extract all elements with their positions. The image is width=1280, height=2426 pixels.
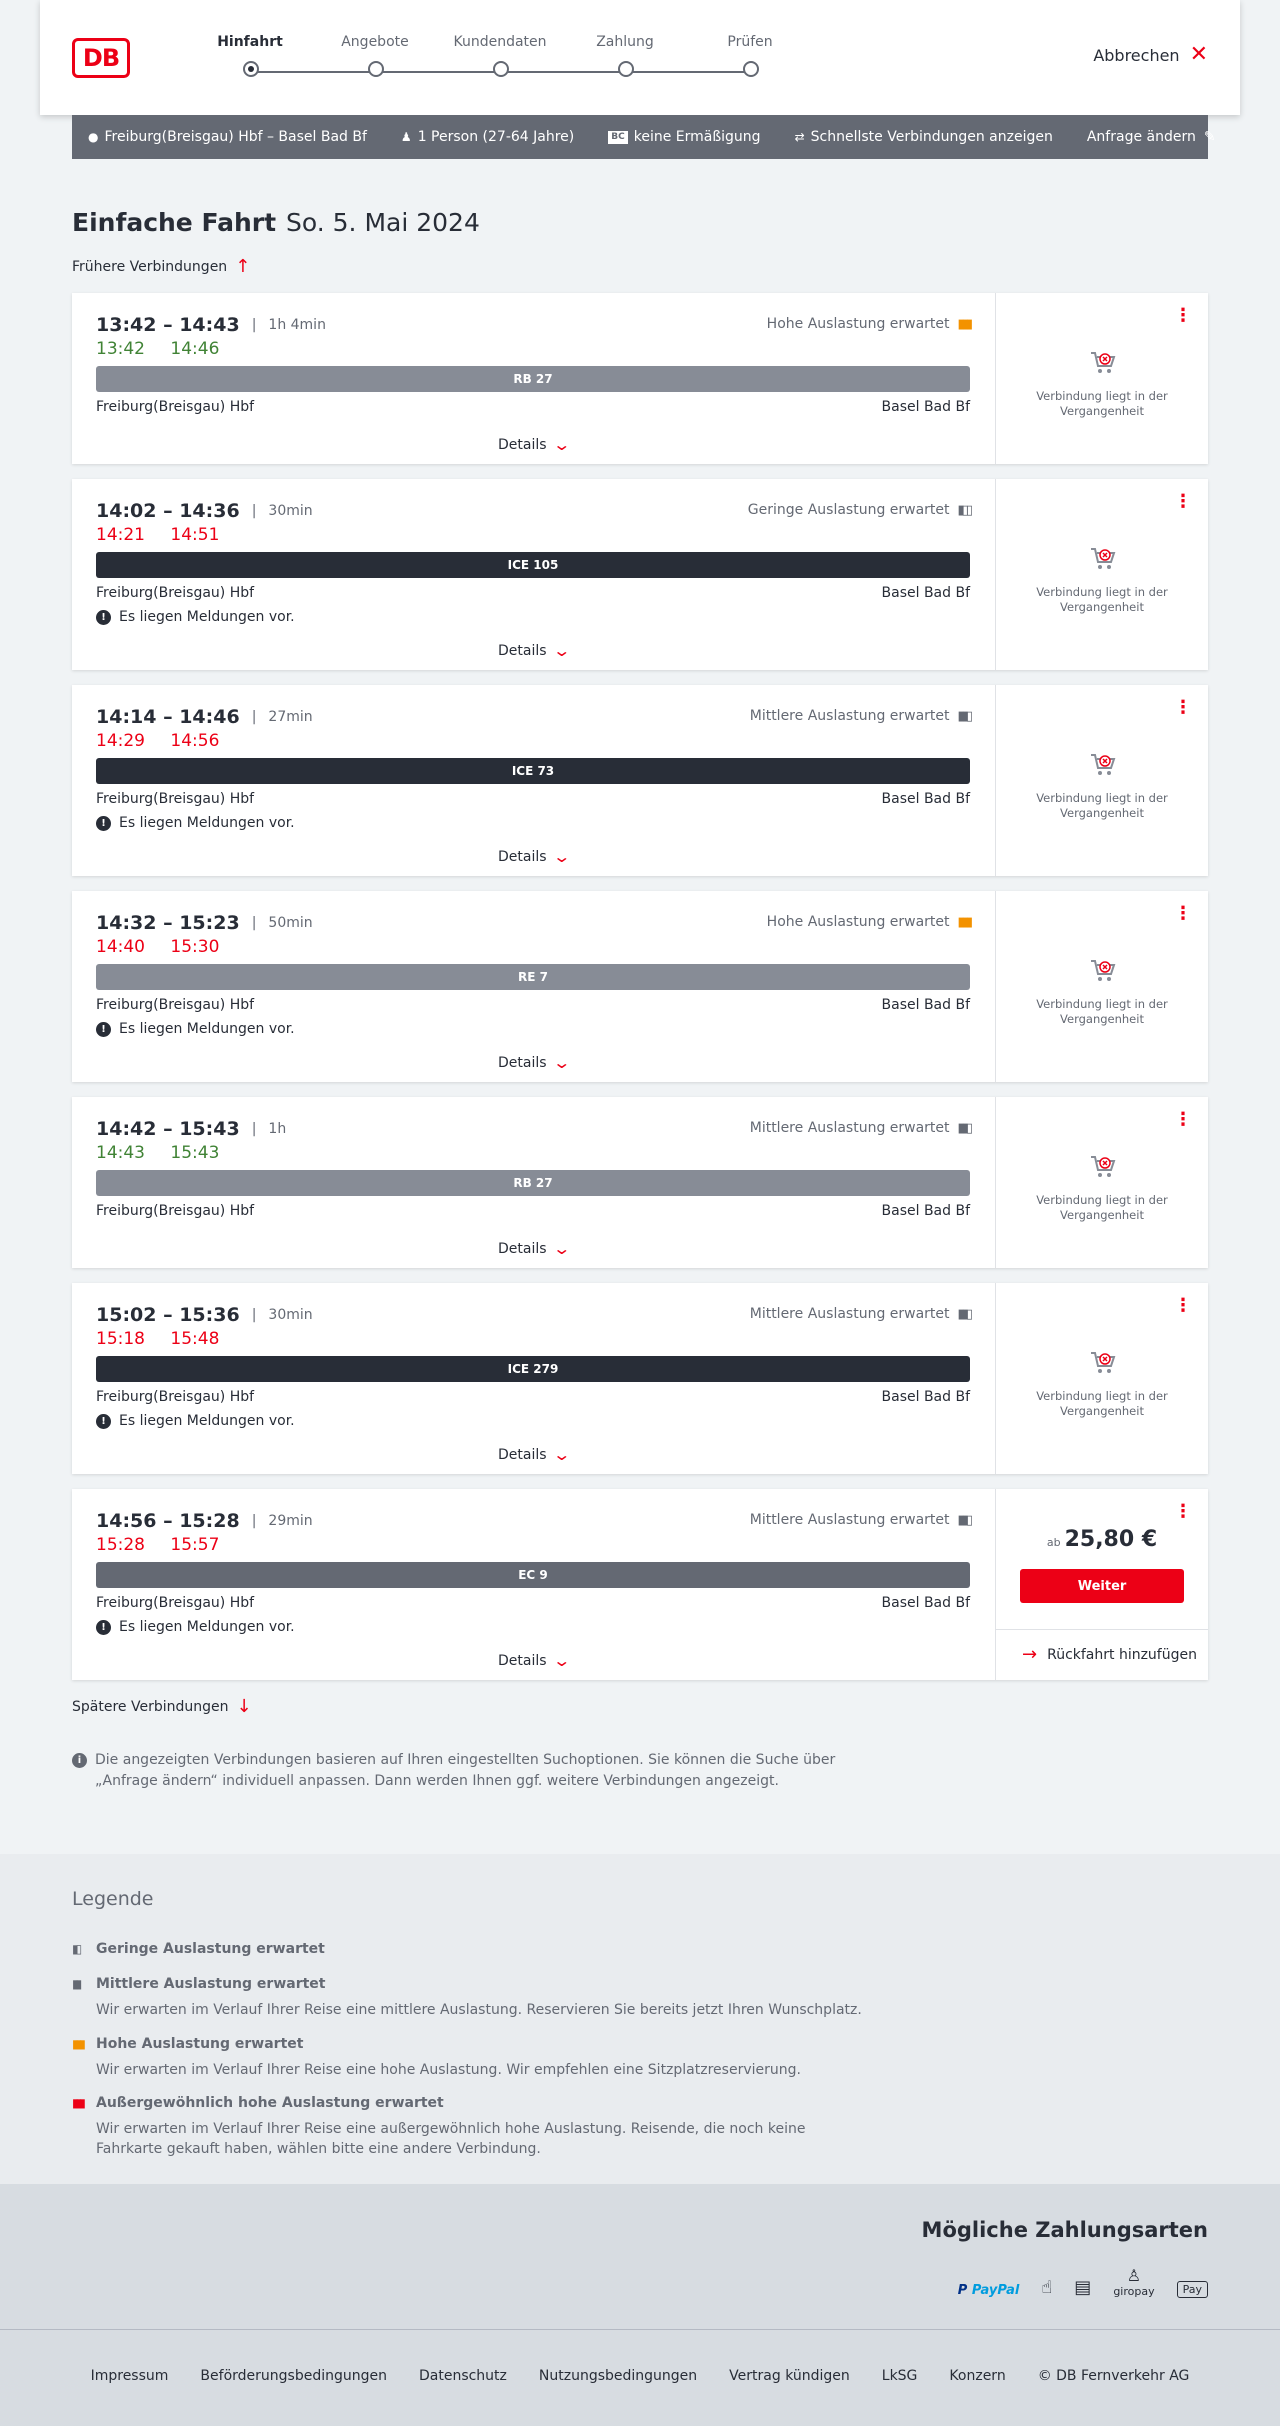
- giropay-label: giropay: [1113, 2285, 1155, 2298]
- step-label: Hinfahrt: [217, 34, 283, 50]
- alert-icon: !: [96, 816, 111, 831]
- planned-times: [96, 1304, 313, 1326]
- occupancy-low-icon: ▮▯: [72, 1942, 80, 1956]
- departure-station: Freiburg(Breisgau) Hbf: [96, 997, 255, 1013]
- sepa-debit-icon: ▤: [1074, 2277, 1092, 2298]
- occupancy-mid-icon: ▮▮: [72, 1977, 80, 1991]
- discount-text: keine Ermäßigung: [633, 129, 761, 145]
- giropay-icon: ♙ giropay: [1113, 2266, 1155, 2298]
- fastest-text: Schnellste Verbindungen anzeigen: [810, 129, 1053, 145]
- occupancy-info: [767, 316, 970, 332]
- legend-item-title: Hohe Auslastung erwartet: [96, 2036, 304, 2052]
- past-connection-text: Verbindung liegt in der Vergangenheit: [1036, 1389, 1168, 1418]
- alert-icon: !: [96, 1022, 111, 1037]
- occupancy-info: [750, 1120, 970, 1136]
- occupancy-info: [750, 1512, 970, 1528]
- footer-copyright: © DB Fernverkehr AG: [1037, 2368, 1190, 2384]
- separator: |: [251, 1121, 257, 1137]
- legend-item-desc: Wir erwarten im Verlauf Ihrer Reise eine außergewöhnlich hohe Auslastung. Reisende, die noch keine Fahrkarte gekauft haben, wählen bitte eine andere Verbindung.: [96, 2121, 806, 2157]
- past-connection-text: Verbindung liegt in der Vergangenheit: [1036, 585, 1168, 614]
- search-hint: [72, 1750, 852, 1792]
- paypal-pay: Pay: [971, 2283, 998, 2298]
- planned-time-range: 13:42 – 14:43: [96, 314, 240, 336]
- train-bar-ec-9[interactable]: EC 9: [96, 1562, 970, 1588]
- step-hinfahrt[interactable]: [200, 34, 300, 50]
- details-toggle[interactable]: [72, 1445, 994, 1464]
- duration: 1h: [268, 1121, 287, 1137]
- details-label: Details: [498, 848, 547, 865]
- cancel-button[interactable]: [1093, 44, 1208, 66]
- step-dot: [743, 61, 759, 77]
- separator: |: [251, 503, 257, 519]
- arrival-station: Basel Bad Bf: [881, 1203, 970, 1219]
- notice-text: Es liegen Meldungen vor.: [119, 1619, 295, 1635]
- notice: [96, 1619, 295, 1635]
- occupancy-text: Hohe Auslastung erwartet: [766, 316, 950, 332]
- realtime-arrival: 14:51: [170, 525, 220, 545]
- past-connection-info: [996, 1151, 1208, 1223]
- credit-card-icon: ☝: [1041, 2277, 1053, 2298]
- apple-pay-label: Pay: [1182, 2283, 1202, 2296]
- notice-text: Es liegen Meldungen vor.: [119, 1021, 295, 1037]
- occupancy-icon: ▮▮▯: [957, 1512, 970, 1528]
- chevron-down-icon: ⌄: [551, 641, 571, 660]
- planned-times: [96, 500, 313, 522]
- details-toggle[interactable]: [72, 641, 994, 660]
- realtime-departure: 14:21: [96, 525, 145, 545]
- stations: [96, 585, 970, 601]
- occupancy-icon: ▮▮▯: [957, 708, 970, 724]
- connection-card-2: [72, 479, 1208, 670]
- legend-item-desc: Wir erwarten im Verlauf Ihrer Reise eine mittlere Auslastung. Reservieren Sie bereits jetzt Ihren Wunschplatz.: [96, 2002, 862, 2018]
- realtime-times: [96, 1535, 239, 1555]
- planned-times: [96, 1118, 286, 1140]
- pencil-icon: ✎: [1203, 129, 1216, 145]
- trip-type: Einfache Fahrt: [72, 208, 277, 237]
- planned-time-range: 14:14 – 14:46: [96, 706, 240, 728]
- planned-time-range: 14:02 – 14:36: [96, 500, 240, 522]
- legend-item-very-high: [72, 2095, 872, 2159]
- realtime-departure: 14:40: [96, 937, 145, 957]
- stations: [96, 399, 970, 415]
- realtime-arrival: 14:46: [170, 339, 220, 359]
- details-label: Details: [498, 1240, 547, 1257]
- departure-station: Freiburg(Breisgau) Hbf: [96, 1389, 255, 1405]
- payment-icons: [958, 2266, 1208, 2298]
- step-dot: [493, 61, 509, 77]
- fastest-summary: [795, 129, 1053, 145]
- passenger-summary: [401, 129, 574, 145]
- occupancy-text: Mittlere Auslastung erwartet: [749, 708, 950, 724]
- realtime-times: [96, 731, 239, 751]
- step-label: Prüfen: [727, 34, 773, 50]
- past-connection-info: [996, 543, 1208, 615]
- legend-section: [0, 1854, 1280, 2184]
- location-pin-icon: ●: [88, 130, 99, 144]
- occupancy-info: [767, 914, 970, 930]
- close-icon: ✕: [1189, 42, 1208, 67]
- occupancy-text: Geringe Auslastung erwartet: [747, 502, 950, 518]
- more-options-icon[interactable]: ⋮: [1174, 697, 1192, 718]
- arrival-station: Basel Bad Bf: [881, 791, 970, 807]
- step-pruefen[interactable]: [700, 34, 800, 50]
- arrival-station: Basel Bad Bf: [881, 997, 970, 1013]
- connection-card-3: [72, 685, 1208, 876]
- departure-station: Freiburg(Breisgau) Hbf: [96, 1595, 255, 1611]
- offer-panel: [995, 1489, 1208, 1680]
- cart-unavailable-icon: [1087, 749, 1117, 779]
- passenger-text: 1 Person (27-64 Jahre): [417, 129, 575, 145]
- more-options-icon[interactable]: ⋮: [1174, 305, 1192, 326]
- train-bar-ice-279[interactable]: ICE 279: [96, 1356, 970, 1382]
- separator: |: [251, 709, 257, 725]
- occupancy-high-icon: ▮▮▮: [72, 2037, 83, 2051]
- planned-times: [96, 912, 313, 934]
- departure-station: Freiburg(Breisgau) Hbf: [96, 399, 255, 415]
- price: [996, 1527, 1208, 1552]
- footer-link-datenschutz[interactable]: Datenschutz: [418, 2368, 507, 2384]
- planned-time-range: 14:56 – 15:28: [96, 1510, 240, 1532]
- notice: [96, 1413, 295, 1429]
- search-summary-bar: [72, 115, 1216, 159]
- planned-times: [96, 314, 326, 336]
- occupancy-very-high-icon: ▮▮▮: [72, 2096, 83, 2110]
- realtime-times: [96, 1143, 239, 1163]
- details-toggle[interactable]: [72, 1651, 994, 1670]
- details-toggle[interactable]: [72, 1053, 994, 1072]
- add-return-trip-button[interactable]: [996, 1629, 1208, 1680]
- separator: |: [251, 1307, 257, 1323]
- step-angebote[interactable]: [325, 34, 425, 50]
- more-options-icon[interactable]: ⋮: [1174, 1501, 1192, 1522]
- occupancy-info: [750, 1306, 970, 1322]
- progress-stepper: [210, 34, 790, 84]
- planned-time-range: 15:02 – 15:36: [96, 1304, 240, 1326]
- checkout-header: [40, 0, 1240, 115]
- notice: [96, 609, 295, 625]
- step-zahlung[interactable]: [575, 34, 675, 50]
- payment-methods-title: Mögliche Zahlungsarten: [921, 2218, 1208, 2242]
- offer-panel: [995, 293, 1208, 464]
- step-label: Angebote: [341, 34, 409, 50]
- cart-unavailable-icon: [1087, 543, 1117, 573]
- offer-panel: [995, 1283, 1208, 1474]
- arrow-right-icon: →: [1022, 1644, 1038, 1665]
- past-connection-info: [996, 955, 1208, 1027]
- connection-card-6: [72, 1283, 1208, 1474]
- notice-text: Es liegen Meldungen vor.: [119, 815, 295, 831]
- legend-item-mid: [72, 1976, 872, 2020]
- legend-item-title: Mittlere Auslastung erwartet: [96, 1976, 326, 1992]
- notice-text: Es liegen Meldungen vor.: [119, 609, 295, 625]
- cancel-label: Abbrechen: [1093, 45, 1180, 65]
- trip-date: So. 5. Mai 2024: [286, 208, 480, 237]
- legend-item-desc: Wir erwarten im Verlauf Ihrer Reise eine hohe Auslastung. Wir empfehlen eine Sitzplatzreservierung.: [96, 2062, 801, 2078]
- later-connections-link[interactable]: [72, 1698, 252, 1716]
- legend-item-high: [72, 2036, 872, 2080]
- notice-text: Es liegen Meldungen vor.: [119, 1413, 295, 1429]
- legend-item-low: [72, 1941, 872, 1957]
- duration: 30min: [268, 503, 313, 519]
- occupancy-icon: ▮▮▮: [957, 914, 970, 930]
- realtime-times: [96, 937, 239, 957]
- continue-button[interactable]: Weiter: [1020, 1569, 1184, 1603]
- chevron-down-icon: ⌄: [551, 1651, 571, 1670]
- departure-station: Freiburg(Breisgau) Hbf: [96, 791, 255, 807]
- connection-card-5: [72, 1097, 1208, 1268]
- cart-unavailable-icon: [1087, 347, 1117, 377]
- more-options-icon[interactable]: ⋮: [1174, 1295, 1192, 1316]
- realtime-departure: 14:43: [96, 1143, 145, 1163]
- edit-request-label: Anfrage ändern: [1086, 129, 1196, 145]
- train-bar-ice-105[interactable]: ICE 105: [96, 552, 970, 578]
- details-toggle[interactable]: [72, 435, 994, 454]
- paypal-icon: P PayPal: [957, 2283, 1020, 2298]
- paypal-pal: Pal: [997, 2283, 1020, 2298]
- add-return-trip-label: Rückfahrt hinzufügen: [1047, 1647, 1197, 1663]
- past-connection-info: [996, 347, 1208, 419]
- offer-panel: [995, 1097, 1208, 1268]
- occupancy-icon: ▮▮▯: [957, 1120, 970, 1136]
- step-dot: [618, 61, 634, 77]
- footer-link-nutzungsbedingungen[interactable]: Nutzungsbedingungen: [538, 2368, 698, 2384]
- past-connection-text: Verbindung liegt in der Vergangenheit: [1036, 389, 1168, 418]
- duration: 30min: [268, 1307, 313, 1323]
- past-connection-info: [996, 749, 1208, 821]
- occupancy-text: Mittlere Auslastung erwartet: [749, 1120, 950, 1136]
- discount-summary: [608, 129, 760, 145]
- train-bar-ice-73[interactable]: ICE 73: [96, 758, 970, 784]
- realtime-times: [96, 1329, 239, 1349]
- footer-links: [0, 2368, 1280, 2384]
- stations: [96, 997, 970, 1013]
- arrow-up-icon: ↑: [235, 256, 251, 277]
- details-label: Details: [498, 1652, 547, 1669]
- realtime-arrival: 15:48: [170, 1329, 220, 1349]
- occupancy-icon: ▮▮▮: [957, 316, 970, 332]
- swap-arrows-icon: ⇄: [794, 130, 805, 144]
- past-connection-text: Verbindung liegt in der Vergangenheit: [1036, 1193, 1168, 1222]
- footer-link-befoerderungsbedingungen[interactable]: Beförderungsbedingungen: [200, 2368, 387, 2384]
- person-icon: ♟: [400, 130, 412, 144]
- info-icon: i: [72, 1753, 87, 1768]
- footer-link-konzern[interactable]: Konzern: [949, 2368, 1006, 2384]
- db-logo[interactable]: DB: [72, 38, 130, 78]
- legend-title: Legende: [72, 1888, 154, 1910]
- cart-unavailable-icon: [1087, 1151, 1117, 1181]
- legend-item-title: Geringe Auslastung erwartet: [96, 1941, 325, 1957]
- realtime-arrival: 15:57: [170, 1535, 220, 1555]
- duration: 27min: [268, 709, 313, 725]
- edit-request-button[interactable]: [1087, 129, 1216, 145]
- past-connection-info: [996, 1347, 1208, 1419]
- price-value: 25,80 €: [1064, 1527, 1158, 1552]
- step-label: Zahlung: [596, 34, 654, 50]
- occupancy-text: Mittlere Auslastung erwartet: [749, 1306, 950, 1322]
- departure-station: Freiburg(Breisgau) Hbf: [96, 1203, 255, 1219]
- past-connection-text: Verbindung liegt in der Vergangenheit: [1036, 997, 1168, 1026]
- duration: 50min: [268, 915, 313, 931]
- connection-card-4: [72, 891, 1208, 1082]
- step-label: Kundendaten: [453, 34, 547, 50]
- separator: |: [251, 915, 257, 931]
- offer-panel: [995, 891, 1208, 1082]
- step-dot-active: [243, 61, 259, 77]
- occupancy-text: Hohe Auslastung erwartet: [766, 914, 950, 930]
- realtime-times: [96, 525, 239, 545]
- chevron-down-icon: ⌄: [551, 847, 571, 866]
- train-bar-rb-27[interactable]: RB 27: [96, 366, 970, 392]
- step-kundendaten[interactable]: [450, 34, 550, 50]
- planned-times: [96, 706, 313, 728]
- footer-link-impressum[interactable]: Impressum: [90, 2368, 169, 2384]
- separator: |: [251, 1513, 257, 1529]
- duration: 29min: [268, 1513, 313, 1529]
- price-prefix: ab: [1046, 1536, 1061, 1549]
- stations: [96, 791, 970, 807]
- alert-icon: !: [96, 1620, 111, 1635]
- bahncard-icon: BC: [608, 131, 627, 144]
- realtime-arrival: 15:30: [170, 937, 220, 957]
- arrival-station: Basel Bad Bf: [881, 399, 970, 415]
- arrival-station: Basel Bad Bf: [881, 585, 970, 601]
- cart-unavailable-icon: [1087, 955, 1117, 985]
- more-options-icon[interactable]: ⋮: [1174, 1109, 1192, 1130]
- page-title: [72, 208, 480, 237]
- chevron-down-icon: ⌄: [551, 1053, 571, 1072]
- train-bar-rb-27[interactable]: RB 27: [96, 1170, 970, 1196]
- past-connection-text: Verbindung liegt in der Vergangenheit: [1036, 791, 1168, 820]
- chevron-down-icon: ⌄: [551, 435, 571, 454]
- offer-panel: [995, 685, 1208, 876]
- occupancy-info: [748, 502, 970, 518]
- occupancy-info: [750, 708, 970, 724]
- planned-time-range: 14:42 – 15:43: [96, 1118, 240, 1140]
- route-summary: [88, 129, 367, 145]
- arrival-station: Basel Bad Bf: [881, 1595, 970, 1611]
- notice: [96, 1021, 295, 1037]
- footer-link-vertrag-kuendigen[interactable]: Vertrag kündigen: [729, 2368, 850, 2384]
- cart-unavailable-icon: [1087, 1347, 1117, 1377]
- offer-panel: [995, 479, 1208, 670]
- legend-item-title: Außergewöhnlich hohe Auslastung erwartet: [96, 2095, 444, 2111]
- occupancy-icon: ▮▮▯: [957, 1306, 970, 1322]
- realtime-times: [96, 339, 239, 359]
- step-dot: [368, 61, 384, 77]
- details-label: Details: [498, 642, 547, 659]
- separator: |: [251, 317, 257, 333]
- chevron-down-icon: ⌄: [551, 1445, 571, 1464]
- connection-card-7: [72, 1489, 1208, 1680]
- later-label: Spätere Verbindungen: [72, 1699, 229, 1715]
- alert-icon: !: [96, 610, 111, 625]
- occupancy-text: Mittlere Auslastung erwartet: [749, 1512, 950, 1528]
- departure-station: Freiburg(Breisgau) Hbf: [96, 585, 255, 601]
- details-label: Details: [498, 1054, 547, 1071]
- details-toggle[interactable]: [72, 1239, 994, 1258]
- more-options-icon[interactable]: ⋮: [1174, 903, 1192, 924]
- realtime-departure: 15:28: [96, 1535, 145, 1555]
- hint-text: Die angezeigten Verbindungen basieren auf Ihren eingestellten Suchoptionen. Sie können die Suche über „Anfrage ändern“ individuell anpassen. Dann werden Ihnen ggf. weitere Verbindungen angezeigt.: [95, 1752, 836, 1789]
- payment-methods-section: [0, 2184, 1280, 2329]
- earlier-label: Frühere Verbindungen: [72, 259, 228, 275]
- train-bar-re-7[interactable]: RE 7: [96, 964, 970, 990]
- occupancy-icon: ▮▯▯: [957, 502, 970, 518]
- chevron-down-icon: ⌄: [551, 1239, 571, 1258]
- realtime-departure: 15:18: [96, 1329, 145, 1349]
- realtime-arrival: 14:56: [170, 731, 220, 751]
- details-toggle[interactable]: [72, 847, 994, 866]
- planned-time-range: 14:32 – 15:23: [96, 912, 240, 934]
- connection-card-1: [72, 293, 1208, 464]
- notice: [96, 815, 295, 831]
- apple-pay-icon: [1177, 2281, 1208, 2298]
- route-text: Freiburg(Breisgau) Hbf – Basel Bad Bf: [104, 129, 367, 145]
- more-options-icon[interactable]: ⋮: [1174, 491, 1192, 512]
- arrival-station: Basel Bad Bf: [881, 1389, 970, 1405]
- stations: [96, 1389, 970, 1405]
- planned-times: [96, 1510, 313, 1532]
- alert-icon: !: [96, 1414, 111, 1429]
- realtime-departure: 14:29: [96, 731, 145, 751]
- details-label: Details: [498, 1446, 547, 1463]
- stations: [96, 1595, 970, 1611]
- details-label: Details: [498, 436, 547, 453]
- realtime-arrival: 15:43: [170, 1143, 220, 1163]
- arrow-down-icon: ↓: [236, 1696, 252, 1717]
- duration: 1h 4min: [268, 317, 326, 333]
- footer: [0, 2329, 1280, 2426]
- earlier-connections-link[interactable]: [72, 258, 250, 276]
- realtime-departure: 13:42: [96, 339, 145, 359]
- stations: [96, 1203, 970, 1219]
- footer-link-lksg[interactable]: LkSG: [881, 2368, 918, 2384]
